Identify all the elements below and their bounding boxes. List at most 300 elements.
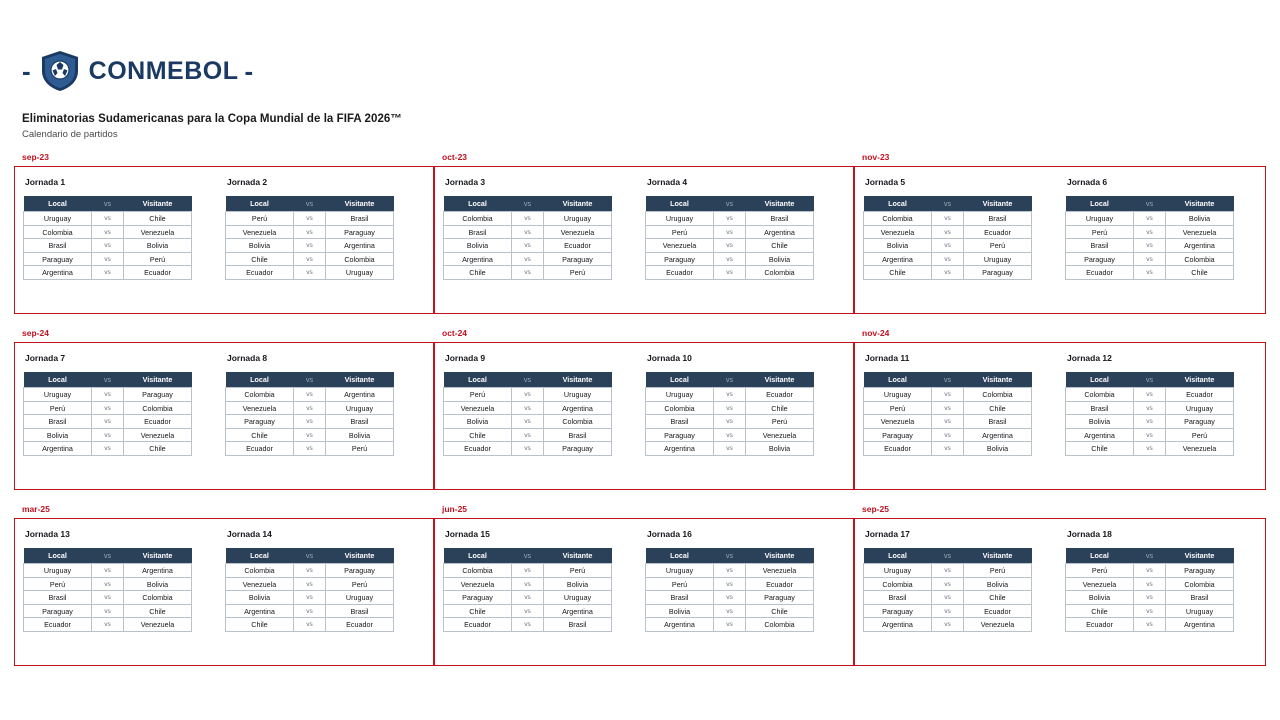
away-team-cell: Argentina	[746, 225, 814, 239]
vs-cell: vs	[1134, 604, 1166, 618]
vs-cell: vs	[92, 604, 124, 618]
column-header-vs: vs	[714, 548, 746, 564]
table-row	[226, 252, 394, 266]
table-row	[226, 618, 394, 632]
table-row	[444, 564, 612, 578]
home-team-cell: Brasil	[24, 415, 92, 429]
away-team-cell: Chile	[746, 604, 814, 618]
vs-cell: vs	[92, 239, 124, 253]
table-row	[646, 252, 814, 266]
table-row	[226, 225, 394, 239]
table-row	[24, 225, 192, 239]
vs-cell: vs	[1134, 212, 1166, 226]
vs-cell: vs	[714, 442, 746, 456]
vs-cell: vs	[1134, 442, 1166, 456]
vs-cell: vs	[932, 618, 964, 632]
table-row	[864, 266, 1032, 280]
month-label: mar-25	[22, 504, 50, 514]
table-row	[864, 415, 1032, 429]
table-row	[1066, 266, 1234, 280]
logo-dash-left: -	[22, 56, 31, 86]
vs-cell: vs	[932, 266, 964, 280]
home-team-cell: Ecuador	[646, 266, 714, 280]
vs-cell: vs	[932, 442, 964, 456]
jornada-block	[23, 529, 219, 659]
vs-cell: vs	[92, 591, 124, 605]
jornada-block	[1065, 529, 1261, 659]
home-team-cell: Ecuador	[1066, 618, 1134, 632]
away-team-cell: Paraguay	[544, 252, 612, 266]
column-header-away: Visitante	[746, 548, 814, 564]
table-row	[1066, 564, 1234, 578]
table-header-row	[226, 372, 394, 388]
away-team-cell: Uruguay	[964, 252, 1032, 266]
table-row	[24, 428, 192, 442]
table-row	[1066, 225, 1234, 239]
table-row	[646, 415, 814, 429]
table-row	[24, 577, 192, 591]
home-team-cell: Brasil	[864, 591, 932, 605]
away-team-cell: Uruguay	[544, 591, 612, 605]
away-team-cell: Perú	[544, 266, 612, 280]
column-header-local: Local	[226, 548, 294, 564]
away-team-cell: Ecuador	[544, 239, 612, 253]
away-team-cell: Ecuador	[964, 604, 1032, 618]
vs-cell: vs	[932, 415, 964, 429]
jornada-title: Jornada 17	[865, 529, 910, 539]
vs-cell: vs	[92, 401, 124, 415]
table-row	[864, 388, 1032, 402]
vs-cell: vs	[932, 564, 964, 578]
away-team-cell: Ecuador	[124, 415, 192, 429]
home-team-cell: Bolivia	[24, 428, 92, 442]
month-body	[434, 518, 854, 666]
vs-cell: vs	[932, 591, 964, 605]
home-team-cell: Venezuela	[646, 239, 714, 253]
vs-cell: vs	[714, 577, 746, 591]
vs-cell: vs	[512, 252, 544, 266]
vs-cell: vs	[1134, 225, 1166, 239]
table-row	[226, 401, 394, 415]
column-header-away: Visitante	[326, 548, 394, 564]
column-header-vs: vs	[92, 548, 124, 564]
match-table	[645, 196, 814, 280]
away-team-cell: Perú	[746, 415, 814, 429]
column-header-away: Visitante	[964, 196, 1032, 212]
table-row	[864, 428, 1032, 442]
away-team-cell: Ecuador	[964, 225, 1032, 239]
match-table	[225, 372, 394, 456]
away-team-cell: Venezuela	[746, 564, 814, 578]
home-team-cell: Chile	[444, 266, 512, 280]
away-team-cell: Venezuela	[964, 618, 1032, 632]
away-team-cell: Venezuela	[544, 225, 612, 239]
vs-cell: vs	[714, 604, 746, 618]
table-row	[24, 591, 192, 605]
column-header-vs: vs	[714, 196, 746, 212]
table-row	[444, 428, 612, 442]
jornada-title: Jornada 2	[227, 177, 268, 187]
home-team-cell: Argentina	[24, 442, 92, 456]
month-body	[434, 166, 854, 314]
column-header-local: Local	[1066, 548, 1134, 564]
table-row	[226, 266, 394, 280]
column-header-local: Local	[1066, 372, 1134, 388]
home-team-cell: Uruguay	[24, 564, 92, 578]
table-row	[864, 618, 1032, 632]
table-header-row	[444, 548, 612, 564]
vs-cell: vs	[294, 212, 326, 226]
vs-cell: vs	[932, 401, 964, 415]
page-subtitle: Calendario de partidos	[22, 129, 118, 140]
column-header-away: Visitante	[544, 196, 612, 212]
table-header-row	[864, 196, 1032, 212]
home-team-cell: Ecuador	[24, 618, 92, 632]
home-team-cell: Paraguay	[24, 252, 92, 266]
match-table	[225, 548, 394, 632]
table-row	[1066, 212, 1234, 226]
vs-cell: vs	[294, 388, 326, 402]
jornada-block	[863, 177, 1059, 307]
table-header-row	[226, 548, 394, 564]
away-team-cell: Brasil	[964, 415, 1032, 429]
column-header-away: Visitante	[1166, 372, 1234, 388]
table-row	[444, 212, 612, 226]
away-team-cell: Bolivia	[964, 442, 1032, 456]
table-row	[444, 252, 612, 266]
table-header-row	[646, 196, 814, 212]
home-team-cell: Argentina	[24, 266, 92, 280]
away-team-cell: Argentina	[1166, 618, 1234, 632]
vs-cell: vs	[932, 428, 964, 442]
table-row	[864, 577, 1032, 591]
vs-cell: vs	[92, 415, 124, 429]
home-team-cell: Perú	[1066, 225, 1134, 239]
match-table	[443, 196, 612, 280]
vs-cell: vs	[932, 252, 964, 266]
away-team-cell: Venezuela	[1166, 442, 1234, 456]
table-row	[1066, 442, 1234, 456]
jornada-title: Jornada 3	[445, 177, 486, 187]
vs-cell: vs	[1134, 591, 1166, 605]
away-team-cell: Brasil	[326, 212, 394, 226]
vs-cell: vs	[294, 239, 326, 253]
vs-cell: vs	[294, 266, 326, 280]
table-row	[226, 577, 394, 591]
month-body	[434, 342, 854, 490]
month-body	[854, 342, 1266, 490]
table-row	[864, 591, 1032, 605]
table-row	[24, 266, 192, 280]
table-row	[444, 388, 612, 402]
away-team-cell: Chile	[746, 239, 814, 253]
month-body	[854, 518, 1266, 666]
home-team-cell: Ecuador	[226, 266, 294, 280]
home-team-cell: Uruguay	[24, 388, 92, 402]
home-team-cell: Ecuador	[1066, 266, 1134, 280]
months-grid	[14, 152, 1266, 680]
match-table	[645, 372, 814, 456]
vs-cell: vs	[294, 252, 326, 266]
match-table	[863, 196, 1032, 280]
match-table	[1065, 196, 1234, 280]
home-team-cell: Argentina	[444, 252, 512, 266]
table-row	[444, 239, 612, 253]
page-title: Eliminatorias Sudamericanas para la Copa Mundial de la FIFA 2026™	[22, 113, 402, 125]
home-team-cell: Bolivia	[864, 239, 932, 253]
table-row	[444, 415, 612, 429]
month-label: sep-25	[862, 504, 889, 514]
table-row	[864, 252, 1032, 266]
column-header-away: Visitante	[964, 372, 1032, 388]
away-team-cell: Venezuela	[124, 428, 192, 442]
column-header-vs: vs	[932, 548, 964, 564]
away-team-cell: Colombia	[124, 401, 192, 415]
vs-cell: vs	[932, 604, 964, 618]
home-team-cell: Ecuador	[864, 442, 932, 456]
home-team-cell: Paraguay	[864, 428, 932, 442]
month-label: oct-24	[442, 328, 468, 338]
away-team-cell: Paraguay	[326, 225, 394, 239]
table-row	[24, 604, 192, 618]
away-team-cell: Paraguay	[964, 266, 1032, 280]
away-team-cell: Colombia	[326, 252, 394, 266]
vs-cell: vs	[512, 428, 544, 442]
home-team-cell: Perú	[24, 401, 92, 415]
column-header-vs: vs	[92, 196, 124, 212]
table-row	[646, 591, 814, 605]
away-team-cell: Colombia	[1166, 252, 1234, 266]
away-team-cell: Paraguay	[1166, 415, 1234, 429]
home-team-cell: Uruguay	[1066, 212, 1134, 226]
month-block	[854, 504, 1266, 680]
table-row	[1066, 428, 1234, 442]
column-header-away: Visitante	[746, 196, 814, 212]
match-table	[23, 196, 192, 280]
home-team-cell: Colombia	[444, 212, 512, 226]
month-block	[14, 328, 434, 504]
away-team-cell: Perú	[326, 442, 394, 456]
column-header-local: Local	[1066, 196, 1134, 212]
match-table	[1065, 372, 1234, 456]
away-team-cell: Colombia	[964, 388, 1032, 402]
jornada-title: Jornada 18	[1067, 529, 1112, 539]
vs-cell: vs	[1134, 401, 1166, 415]
home-team-cell: Perú	[444, 388, 512, 402]
jornada-title: Jornada 11	[865, 353, 910, 363]
home-team-cell: Paraguay	[646, 252, 714, 266]
home-team-cell: Argentina	[646, 442, 714, 456]
table-row	[24, 212, 192, 226]
table-row	[24, 442, 192, 456]
column-header-away: Visitante	[964, 548, 1032, 564]
vs-cell: vs	[1134, 564, 1166, 578]
column-header-vs: vs	[1134, 372, 1166, 388]
table-row	[864, 239, 1032, 253]
jornada-title: Jornada 14	[227, 529, 272, 539]
away-team-cell: Paraguay	[124, 388, 192, 402]
vs-cell: vs	[714, 266, 746, 280]
home-team-cell: Uruguay	[646, 564, 714, 578]
table-row	[1066, 618, 1234, 632]
jornada-title: Jornada 8	[227, 353, 268, 363]
jornada-title: Jornada 15	[445, 529, 490, 539]
table-row	[864, 604, 1032, 618]
table-header-row	[864, 372, 1032, 388]
jornada-block	[225, 177, 421, 307]
home-team-cell: Uruguay	[646, 388, 714, 402]
jornada-title: Jornada 6	[1067, 177, 1108, 187]
table-row	[864, 401, 1032, 415]
away-team-cell: Perú	[964, 239, 1032, 253]
home-team-cell: Bolivia	[444, 415, 512, 429]
vs-cell: vs	[512, 577, 544, 591]
home-team-cell: Venezuela	[226, 401, 294, 415]
vs-cell: vs	[512, 591, 544, 605]
table-header-row	[646, 548, 814, 564]
away-team-cell: Perú	[964, 564, 1032, 578]
table-row	[1066, 591, 1234, 605]
month-label: sep-23	[22, 152, 49, 162]
column-header-local: Local	[646, 196, 714, 212]
vs-cell: vs	[92, 428, 124, 442]
table-row	[1066, 415, 1234, 429]
column-header-local: Local	[444, 372, 512, 388]
month-block	[434, 328, 854, 504]
month-label: jun-25	[442, 504, 468, 514]
home-team-cell: Argentina	[646, 618, 714, 632]
jornada-block	[225, 529, 421, 659]
jornada-block	[863, 529, 1059, 659]
column-header-vs: vs	[294, 372, 326, 388]
away-team-cell: Ecuador	[1166, 388, 1234, 402]
vs-cell: vs	[714, 618, 746, 632]
home-team-cell: Colombia	[24, 225, 92, 239]
table-row	[226, 442, 394, 456]
shield-icon	[37, 48, 83, 94]
vs-cell: vs	[1134, 388, 1166, 402]
table-row	[1066, 577, 1234, 591]
vs-cell: vs	[1134, 618, 1166, 632]
column-header-vs: vs	[294, 548, 326, 564]
jornada-title: Jornada 5	[865, 177, 906, 187]
table-row	[226, 564, 394, 578]
table-row	[226, 415, 394, 429]
column-header-vs: vs	[92, 372, 124, 388]
month-label: oct-23	[442, 152, 468, 162]
away-team-cell: Brasil	[746, 212, 814, 226]
table-row	[444, 591, 612, 605]
table-row	[24, 388, 192, 402]
logo-wordmark: CONMEBOL	[88, 56, 239, 85]
table-row	[444, 604, 612, 618]
vs-cell: vs	[294, 564, 326, 578]
vs-cell: vs	[512, 618, 544, 632]
table-row	[864, 564, 1032, 578]
jornada-block	[1065, 353, 1261, 483]
jornada-title: Jornada 16	[647, 529, 692, 539]
vs-cell: vs	[512, 212, 544, 226]
away-team-cell: Bolivia	[746, 442, 814, 456]
away-team-cell: Argentina	[1166, 239, 1234, 253]
jornada-block	[645, 529, 841, 659]
jornada-block	[443, 353, 639, 483]
vs-cell: vs	[92, 266, 124, 280]
vs-cell: vs	[512, 266, 544, 280]
table-row	[646, 266, 814, 280]
column-header-vs: vs	[512, 372, 544, 388]
vs-cell: vs	[294, 442, 326, 456]
away-team-cell: Colombia	[746, 266, 814, 280]
home-team-cell: Chile	[444, 604, 512, 618]
month-label: nov-24	[862, 328, 890, 338]
vs-cell: vs	[294, 415, 326, 429]
home-team-cell: Brasil	[24, 239, 92, 253]
table-row	[646, 564, 814, 578]
vs-cell: vs	[92, 564, 124, 578]
table-row	[646, 225, 814, 239]
column-header-vs: vs	[932, 372, 964, 388]
home-team-cell: Paraguay	[1066, 252, 1134, 266]
table-row	[646, 618, 814, 632]
column-header-local: Local	[444, 196, 512, 212]
home-team-cell: Perú	[646, 577, 714, 591]
table-row	[24, 564, 192, 578]
column-header-away: Visitante	[746, 372, 814, 388]
jornada-title: Jornada 9	[445, 353, 486, 363]
home-team-cell: Colombia	[1066, 388, 1134, 402]
home-team-cell: Venezuela	[1066, 577, 1134, 591]
table-row	[444, 266, 612, 280]
vs-cell: vs	[512, 415, 544, 429]
match-table	[225, 196, 394, 280]
home-team-cell: Perú	[24, 577, 92, 591]
vs-cell: vs	[294, 225, 326, 239]
vs-cell: vs	[932, 239, 964, 253]
home-team-cell: Colombia	[444, 564, 512, 578]
away-team-cell: Brasil	[544, 618, 612, 632]
home-team-cell: Argentina	[864, 252, 932, 266]
away-team-cell: Bolivia	[326, 428, 394, 442]
month-block	[854, 152, 1266, 328]
column-header-away: Visitante	[326, 372, 394, 388]
vs-cell: vs	[294, 428, 326, 442]
vs-cell: vs	[714, 225, 746, 239]
away-team-cell: Bolivia	[964, 577, 1032, 591]
away-team-cell: Bolivia	[124, 239, 192, 253]
column-header-local: Local	[24, 372, 92, 388]
table-header-row	[646, 372, 814, 388]
vs-cell: vs	[714, 415, 746, 429]
table-row	[646, 401, 814, 415]
table-row	[864, 212, 1032, 226]
home-team-cell: Paraguay	[646, 428, 714, 442]
jornada-block	[443, 529, 639, 659]
home-team-cell: Paraguay	[226, 415, 294, 429]
away-team-cell: Brasil	[964, 212, 1032, 226]
table-row	[646, 428, 814, 442]
home-team-cell: Bolivia	[226, 239, 294, 253]
table-row	[1066, 252, 1234, 266]
away-team-cell: Paraguay	[326, 564, 394, 578]
vs-cell: vs	[714, 252, 746, 266]
home-team-cell: Venezuela	[444, 401, 512, 415]
match-table	[863, 548, 1032, 632]
home-team-cell: Chile	[1066, 442, 1134, 456]
vs-cell: vs	[714, 388, 746, 402]
home-team-cell: Brasil	[646, 415, 714, 429]
away-team-cell: Colombia	[124, 591, 192, 605]
